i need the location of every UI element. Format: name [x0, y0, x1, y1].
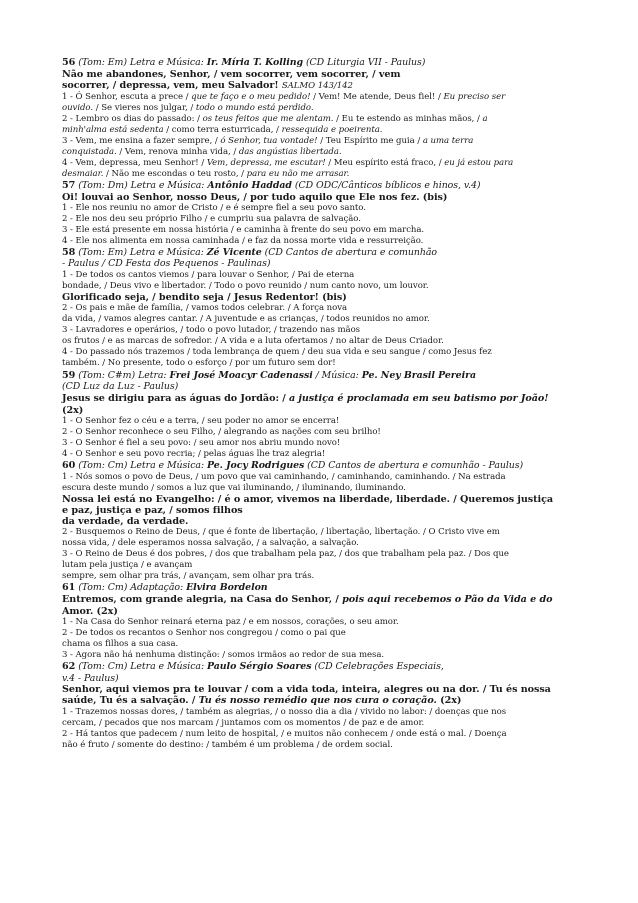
- song-61: [62, 582, 582, 661]
- verse-line: 3 - Agora não há nenhuma distinção: / somos irmãos ao redor de sua mesa.: [62, 649, 385, 660]
- psalm-reference: SALMO 143/142: [281, 80, 353, 91]
- heading-text: (CD Luz da Luz - Paulus): [62, 381, 179, 393]
- verse-line: chama os filhos a sua casa.: [62, 638, 179, 649]
- verse-line: 4 - Do passado nós trazemos / toda lembrança de quem / deu sua vida e seu sangue / como Jesus fez: [62, 347, 492, 358]
- song-number: 62: [62, 660, 76, 672]
- refrain-line: [62, 695, 582, 707]
- text-span: / Se vieres nos julgar, /: [93, 102, 196, 113]
- verse-line: 3 - Lavradores e operários, / todo o povo lutador, / trazendo nas mãos: [62, 325, 361, 336]
- author-name: Frei José Moacyr Cadenassi: [169, 369, 313, 381]
- text-span: / Não me escondas o teu rosto, /: [103, 169, 247, 180]
- composer-name: Pe. Ney Brasil Pereira: [361, 369, 476, 381]
- song-heading: [62, 582, 582, 594]
- text-span: ouvido.: [62, 102, 94, 113]
- author-name: Paulo Sérgio Soares: [207, 660, 312, 672]
- verse-line: também. / No presente, todo o esforço / por um futuro sem dor!: [62, 358, 336, 369]
- refrain-line: Amor. (2x): [62, 605, 118, 617]
- song-heading: [62, 460, 582, 472]
- text-span: (Tom: Cm) Adaptação:: [78, 582, 187, 594]
- heading-text: v.4 - Paulus): [62, 672, 119, 684]
- refrain-line: [62, 393, 582, 405]
- heading-text: (CD Liturgia VII - Paulus): [303, 57, 426, 68]
- verse-line: 1 - De todos os cantos viemos / para louvar o Senhor, / Pai de eterna: [62, 270, 355, 281]
- refrain-line: Não me abandones, Senhor, / vem socorrer, vem socorrer, / vem: [62, 68, 401, 80]
- heading-text: - Paulus / CD Festa dos Pequenos - Paulinas): [62, 258, 271, 270]
- heading-text: (Tom: Em) Letra e Música:: [78, 57, 207, 68]
- song-number: 59: [62, 369, 76, 381]
- text-span: Vem, depressa, me escutar!: [206, 157, 326, 168]
- text-span: que te faço e o meu pedido!: [191, 91, 311, 102]
- verse-line: 1 - O Senhor fez o céu e a terra, / seu poder no amor se encerra!: [62, 415, 340, 426]
- verse-line: [62, 136, 582, 147]
- song-number: 57: [62, 180, 76, 192]
- text-span: (Tom: Em) Letra e Música:: [78, 246, 207, 258]
- refrain-text: socorrer, / depressa, vem, meu Salvador!: [62, 79, 282, 91]
- text-span: eu já estou para: [444, 157, 514, 168]
- song-57: [62, 180, 582, 247]
- text-span: / como terra esturricada, /: [163, 124, 282, 135]
- refrain-line: da verdade, da verdade.: [62, 515, 189, 527]
- text-span: desmaiar.: [62, 169, 104, 180]
- verse-line: [62, 158, 582, 169]
- verse-line: não é fruto / somente do destino: / também é um problema / de ordem social.: [62, 740, 393, 751]
- text-span: (CD ODC/Cânticos bíblicos e hinos, v.4): [291, 180, 481, 192]
- text-span: Entremos, com grande alegria, na Casa do Senhor, /: [62, 593, 343, 605]
- text-span: (Tom: Cm) Letra e Música:: [78, 459, 208, 471]
- verse-line: 1 - Trazemos nossas dores, / também as alegrias, / o nosso dia a dia / vivido no labor: / doenças que nos: [62, 707, 507, 718]
- text-span: a justiça é proclamada em seu batismo por João!: [288, 392, 549, 404]
- text-span: Tu és nosso remédio que nos cura o coração.: [198, 695, 437, 707]
- author-name: Zé Vicente: [206, 246, 262, 258]
- verse-line: cercam, / pecados que nos marcam / juntamos com os momentos / de paz e de amor.: [62, 718, 425, 729]
- text-span: a: [482, 113, 488, 124]
- song-59: [62, 370, 582, 460]
- verse-line: [62, 114, 582, 125]
- verse-line: 2 - O Senhor reconhece o seu Filho, / alegrando as nações com seu brilho!: [62, 426, 381, 437]
- text-span: os teus feitos que me alentam.: [202, 113, 334, 124]
- verse-line: 3 - Ele está presente em nossa história / e caminha à frente do seu povo em marcha.: [62, 224, 425, 235]
- refrain-line: [62, 594, 582, 606]
- song-heading: [62, 247, 582, 259]
- text-span: todo o mundo está perdido.: [195, 102, 314, 113]
- refrain-line: Nossa lei está no Evangelho: / é o amor, vivemos na liberdade, liberdade. / Queremos justiça: [62, 493, 554, 505]
- text-span: (CD Cantos de abertura e comunhão: [261, 246, 437, 258]
- song-58: [62, 247, 582, 370]
- author-name: Elvira Bordelon: [186, 582, 268, 594]
- text-span: das angústias libertada.: [238, 146, 342, 157]
- song-56: [62, 57, 582, 180]
- text-span: / Música:: [312, 369, 362, 381]
- refrain-line: (2x): [62, 404, 84, 416]
- text-span: Eu preciso ser: [443, 91, 506, 102]
- verse-line: escura deste mundo / somos a luz que vai iluminando, / iluminando, iluminando.: [62, 482, 406, 493]
- verse-line: 3 - O Senhor é fiel a seu povo: / seu amor nos abriu mundo novo!: [62, 437, 341, 448]
- verse-line: 2 - Os pais e mãe de família, / vamos todos celebrar. / A força nova: [62, 303, 348, 314]
- text-span: (Tom: C#m) Letra:: [78, 369, 170, 381]
- verse-line: [62, 103, 582, 114]
- song-page: [62, 57, 582, 751]
- song-heading: [62, 370, 582, 382]
- text-span: Jesus se dirigiu para as águas do Jordão: /: [62, 392, 289, 404]
- song-heading: [62, 661, 582, 673]
- song-heading: [62, 180, 582, 192]
- text-span: / Vem, renova minha vida, /: [116, 146, 239, 157]
- text-span: saúde, Tu és a salvação. /: [62, 695, 199, 707]
- verse-line: 1 - Na Casa do Senhor reinará eterna paz / e em nossos, corações, o seu amor.: [62, 616, 399, 627]
- verse-line: 1 - Ele nos reuniu no amor de Cristo / e é sempre fiel a seu povo santo.: [62, 202, 366, 213]
- author-name: Ir. Míria T. Kolling: [206, 57, 304, 68]
- text-span: (CD Cantos de abertura e comunhão - Paulus): [304, 459, 524, 471]
- song-number: 58: [62, 246, 76, 258]
- verse-line: [62, 169, 582, 180]
- text-span: / Meu espírito está fraco, /: [325, 157, 445, 168]
- song-number: 60: [62, 459, 76, 471]
- text-span: / Teu Espírito me guia /: [317, 135, 423, 146]
- verse-line: 2 - Busquemos o Reino de Deus, / que é fonte de libertação, / libertação, libertação. / O Cristo vive em: [62, 526, 500, 537]
- verse-line: sempre, sem olhar pra trás, / avançam, sem olhar pra trás.: [62, 570, 315, 581]
- text-span: para eu não me arrasar.: [246, 169, 350, 180]
- verse-line: 2 - Ele nos deu seu próprio Filho / e cumpriu sua palavra de salvação.: [62, 213, 361, 224]
- text-span: ó Senhor, tua vontade!: [220, 135, 318, 146]
- verse-line: bondade, / Deus vivo e libertador. / Todo o povo reunido / num canto novo, um louvor.: [62, 281, 429, 292]
- verse-line: 4 - Ele nos alimenta em nossa caminhada / e faz da nossa morte vida e ressurreição.: [62, 235, 424, 246]
- verse-line: 1 - Nós somos o povo de Deus, / um povo que vai caminhando, / caminhando, caminhando. / Na estrada: [62, 471, 506, 482]
- text-span: / Eu te estendo as minhas mãos, /: [333, 113, 483, 124]
- verse-line: [62, 147, 582, 158]
- refrain-line: [62, 80, 582, 92]
- verse-line: 2 - De todos os recantos o Senhor nos congregou / como o pai que: [62, 627, 346, 638]
- text-span: / Vem! Me atende, Deus fiel! /: [310, 91, 444, 102]
- text-span: (CD Celebrações Especiais,: [311, 660, 444, 672]
- song-number: 56: [62, 57, 76, 68]
- song-60: [62, 460, 582, 582]
- verse-line: da vida, / vamos alegres cantar. / A juventude e as crianças, / todos reunidos no amor.: [62, 314, 430, 325]
- author-name: Antônio Haddad: [207, 180, 292, 192]
- song-62: [62, 661, 582, 751]
- text-span: (Tom: Cm) Letra e Música:: [78, 660, 208, 672]
- text-span: 3 - Vem, me ensina a fazer sempre, /: [62, 135, 221, 146]
- text-span: a uma terra: [422, 135, 474, 146]
- text-span: conquistada.: [62, 146, 117, 157]
- verse-line: 2 - Há tantos que padecem / num leito de hospital, / e muitos não conhecem / onde está o mal. / Doença: [62, 729, 507, 740]
- song-heading: [62, 57, 582, 69]
- verse-line: [62, 125, 582, 136]
- verse-line: 4 - O Senhor e seu povo recria; / pelas águas lhe traz alegria!: [62, 448, 326, 459]
- refrain-line: Senhor, aqui viemos pra te louvar / com a vida toda, inteira, alegres ou na dor. / Tu és nossa: [62, 684, 551, 696]
- text-span: pois aqui recebemos o Pão da Vida e do: [342, 593, 553, 605]
- song-number: 61: [62, 582, 76, 594]
- verse-line: lutam pela justiça / e avançam: [62, 559, 193, 570]
- verse-line: nossa vida, / dele esperamos nossa salvação, / a salvação, a salvação.: [62, 537, 359, 548]
- refrain-line: Oi! louvai ao Senhor, nosso Deus, / por tudo aquilo que Ele nos fez. (bis): [62, 191, 448, 203]
- refrain-line: Glorificado seja, / bendito seja / Jesus Redentor! (bis): [62, 292, 347, 304]
- author-name: Pe. Jocy Rodrigues: [207, 459, 305, 471]
- text-span: minh'alma está sedenta: [62, 124, 164, 135]
- text-span: (Tom: Dm) Letra e Música:: [78, 180, 208, 192]
- refrain-line: e paz, justiça e paz, / somos filhos: [62, 504, 243, 516]
- text-span: 1 - Ó Senhor, escuta a prece /: [62, 91, 192, 102]
- verse-line: os frutos / e as marcas de sofredor. / A vida e a luta ofertamos / no altar de Deus Criador.: [62, 336, 444, 347]
- text-span: (2x): [436, 695, 462, 707]
- verse-line: [62, 92, 582, 103]
- text-span: 2 - Lembro os dias do passado: /: [62, 113, 203, 124]
- text-span: ressequida e poeirenta.: [281, 124, 383, 135]
- text-span: 4 - Vem, depressa, meu Senhor! /: [62, 157, 207, 168]
- verse-line: 3 - O Reino de Deus é dos pobres, / dos que trabalham pela paz, / dos que trabalham pela paz. / Dos que: [62, 548, 509, 559]
